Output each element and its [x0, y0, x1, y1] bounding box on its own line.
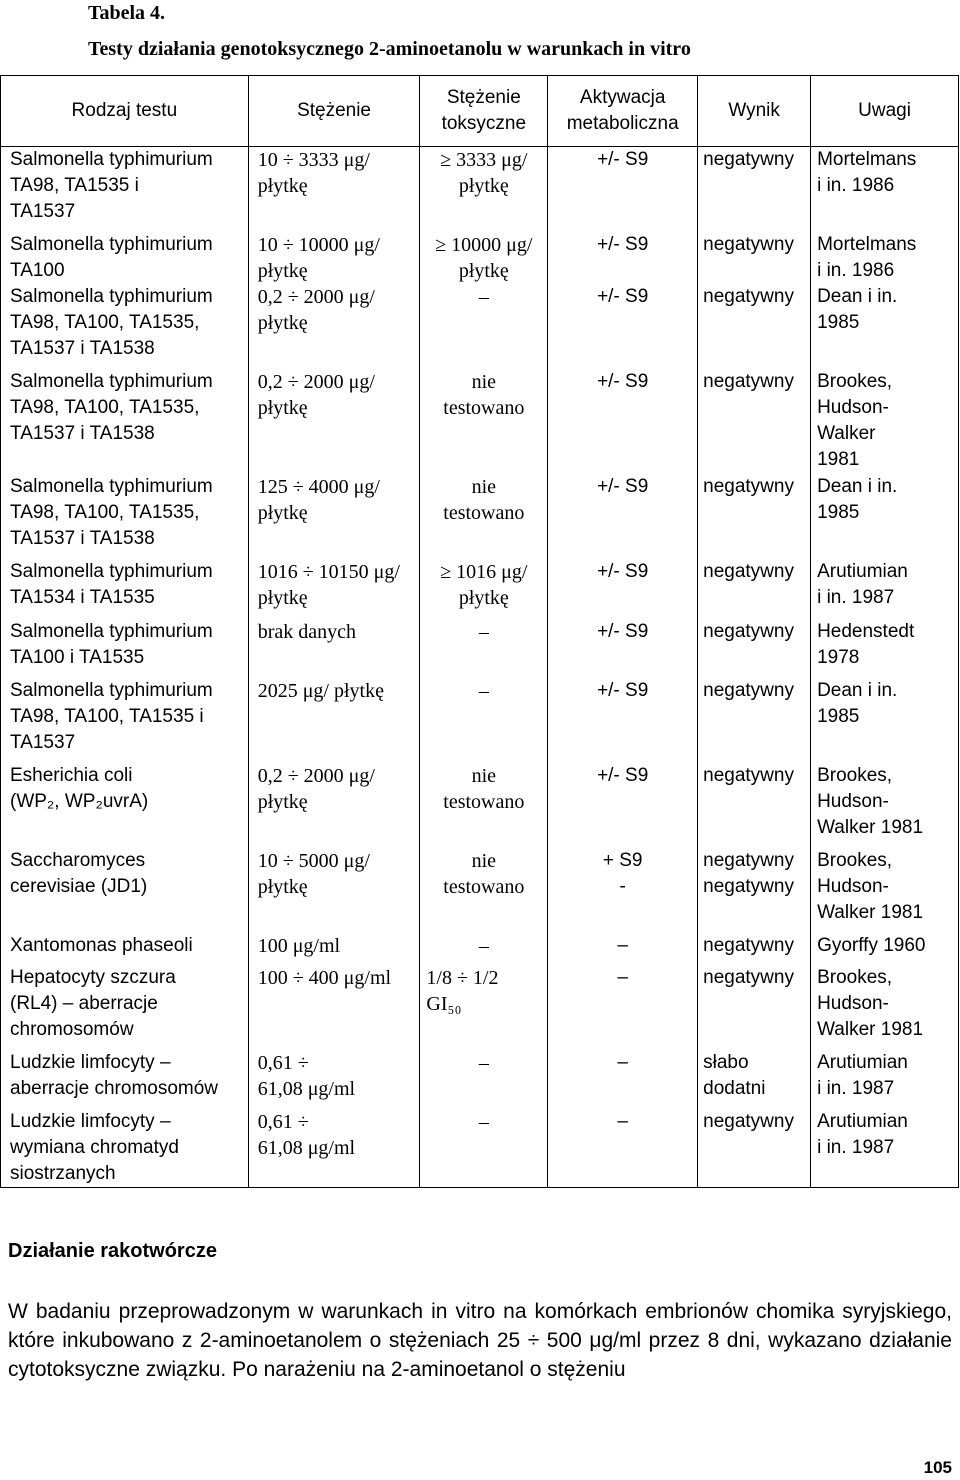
cell-test-type: Ludzkie limfocyty – wymiana chromatyd siostrzanych — [1, 1109, 249, 1188]
cell-toxic-concentration: – — [420, 1050, 548, 1109]
cell-metabolic-activation: +/- S9 — [548, 474, 698, 559]
genotoxicity-table — [0, 75, 959, 1188]
cell-notes: Dean i in. 1985 — [811, 678, 959, 763]
cell-metabolic-activation: +/- S9 — [548, 763, 698, 848]
cell-test-type: Xantomonas phaseoli — [1, 933, 249, 965]
cell-test-type: Salmonella typhimurium TA98, TA1535 i TA1537 — [1, 147, 249, 232]
cell-metabolic-activation: +/- S9 — [548, 678, 698, 763]
cell-result: negatywny — [698, 232, 811, 284]
cell-toxic-concentration: ≥ 3333 μg/ płytkę — [420, 147, 548, 232]
header-notes: Uwagi — [811, 76, 959, 147]
header-concentration: Stężenie — [248, 76, 420, 147]
cell-metabolic-activation: +/- S9 — [548, 369, 698, 474]
cell-metabolic-activation: – — [548, 1109, 698, 1188]
cell-toxic-concentration: ≥ 1016 μg/ płytkę — [420, 559, 548, 619]
cell-test-type: Esherichia coli (WP₂, WP₂uvrA) — [1, 763, 249, 848]
cell-concentration: 0,2 ÷ 2000 μg/ płytkę — [248, 284, 420, 369]
section-title: Działanie rakotwórcze — [8, 1240, 217, 1262]
cell-concentration: 100 ÷ 400 μg/ml — [248, 965, 420, 1050]
cell-result: negatywny — [698, 559, 811, 619]
table-row — [1, 284, 959, 369]
cell-notes: Arutiumian i in. 1987 — [811, 559, 959, 619]
cell-result: negatywny — [698, 1109, 811, 1188]
table-row — [1, 369, 959, 474]
cell-concentration: 0,61 ÷ 61,08 μg/ml — [248, 1050, 420, 1109]
cell-test-type: Saccharomyces cerevisiae (JD1) — [1, 848, 249, 933]
cell-notes: Arutiumian i in. 1987 — [811, 1050, 959, 1109]
cell-concentration: 10 ÷ 3333 μg/ płytkę — [248, 147, 420, 232]
cell-result: negatywny negatywny — [698, 848, 811, 933]
cell-metabolic-activation: +/- S9 — [548, 147, 698, 232]
cell-toxic-concentration: ≥ 10000 μg/ płytkę — [420, 232, 548, 284]
cell-concentration: 0,2 ÷ 2000 μg/ płytkę — [248, 763, 420, 848]
cell-result: negatywny — [698, 933, 811, 965]
cell-notes: Dean i in. 1985 — [811, 284, 959, 369]
cell-concentration: 2025 μg/ płytkę — [248, 678, 420, 763]
table-number: Tabela 4. — [88, 2, 166, 24]
cell-test-type: Salmonella typhimurium TA100 — [1, 232, 249, 284]
table-title: Testy działania genotoksycznego 2-aminoetanolu w warunkach in vitro — [88, 38, 691, 60]
table-row — [1, 678, 959, 763]
cell-concentration: 125 ÷ 4000 μg/ płytkę — [248, 474, 420, 559]
cell-notes: Brookes, Hudson- Walker 1981 — [811, 763, 959, 848]
cell-test-type: Hepatocyty szczura (RL4) – aberracje chromosomów — [1, 965, 249, 1050]
cell-toxic-concentration: nie testowano — [420, 763, 548, 848]
cell-test-type: Salmonella typhimurium TA98, TA100, TA1535 i TA1537 — [1, 678, 249, 763]
table-row — [1, 147, 959, 232]
header-result: Wynik — [698, 76, 811, 147]
cell-notes: Brookes, Hudson- Walker 1981 — [811, 965, 959, 1050]
cell-notes: Dean i in. 1985 — [811, 474, 959, 559]
cell-notes: Mortelmans i in. 1986 — [811, 147, 959, 232]
cell-toxic-concentration: – — [420, 1109, 548, 1188]
cell-result: negatywny — [698, 369, 811, 474]
cell-notes: Gyorffy 1960 — [811, 933, 959, 965]
cell-concentration: brak danych — [248, 619, 420, 678]
cell-toxic-concentration: – — [420, 678, 548, 763]
table-row — [1, 965, 959, 1050]
cell-metabolic-activation: +/- S9 — [548, 619, 698, 678]
cell-notes: Brookes, Hudson- Walker 1981 — [811, 369, 959, 474]
table-row — [1, 763, 959, 848]
body-paragraph: W badaniu przeprowadzonym w warunkach in vitro na komórkach embrionów chomika syryjskiego, które inkubowano z 2-aminoetanolem o stężeniach 25 ÷ 500 μg/ml przez 8 dni, wykazano działanie cytotoksyczne związku. Po narażeniu na 2-aminoetanol o stężeniu — [8, 1300, 952, 1381]
cell-toxic-concentration: nie testowano — [420, 848, 548, 933]
table-row — [1, 1109, 959, 1188]
cell-result: negatywny — [698, 763, 811, 848]
cell-concentration: 10 ÷ 5000 μg/ płytkę — [248, 848, 420, 933]
table-header-row — [1, 76, 959, 147]
cell-concentration: 100 μg/ml — [248, 933, 420, 965]
cell-toxic-concentration: – — [420, 619, 548, 678]
cell-metabolic-activation: – — [548, 965, 698, 1050]
cell-test-type: Salmonella typhimurium TA100 i TA1535 — [1, 619, 249, 678]
cell-result: negatywny — [698, 965, 811, 1050]
cell-result: słabo dodatni — [698, 1050, 811, 1109]
cell-metabolic-activation: – — [548, 1050, 698, 1109]
cell-concentration: 1016 ÷ 10150 μg/ płytkę — [248, 559, 420, 619]
cell-toxic-concentration: – — [420, 284, 548, 369]
cell-metabolic-activation: – — [548, 933, 698, 965]
header-toxic-concentration: Stężenie toksyczne — [420, 76, 548, 147]
cell-result: negatywny — [698, 474, 811, 559]
header-metabolic-activation: Aktywacja metaboliczna — [548, 76, 698, 147]
cell-notes: Brookes, Hudson- Walker 1981 — [811, 848, 959, 933]
cell-result: negatywny — [698, 619, 811, 678]
cell-concentration: 0,61 ÷ 61,08 μg/ml — [248, 1109, 420, 1188]
cell-result: negatywny — [698, 678, 811, 763]
cell-metabolic-activation: + S9 - — [548, 848, 698, 933]
cell-notes: Arutiumian i in. 1987 — [811, 1109, 959, 1188]
cell-test-type: Salmonella typhimurium TA98, TA100, TA1535, TA1537 i TA1538 — [1, 474, 249, 559]
cell-notes: Mortelmans i in. 1986 — [811, 232, 959, 284]
cell-concentration: 0,2 ÷ 2000 μg/ płytkę — [248, 369, 420, 474]
cell-notes: Hedenstedt 1978 — [811, 619, 959, 678]
page-number: 105 — [923, 1458, 952, 1477]
cell-test-type: Salmonella typhimurium TA98, TA100, TA1535, TA1537 i TA1538 — [1, 369, 249, 474]
cell-concentration: 10 ÷ 10000 μg/ płytkę — [248, 232, 420, 284]
table-row — [1, 848, 959, 933]
table-row — [1, 559, 959, 619]
cell-test-type: Salmonella typhimurium TA1534 i TA1535 — [1, 559, 249, 619]
cell-metabolic-activation: +/- S9 — [548, 232, 698, 284]
table-row — [1, 933, 959, 965]
cell-result: negatywny — [698, 284, 811, 369]
cell-toxic-concentration: nie testowano — [420, 474, 548, 559]
table-row — [1, 232, 959, 284]
cell-metabolic-activation: +/- S9 — [548, 284, 698, 369]
cell-toxic-concentration: – — [420, 933, 548, 965]
cell-toxic-concentration: 1/8 ÷ 1/2 GI₅₀ — [420, 965, 548, 1050]
cell-test-type: Ludzkie limfocyty – aberracje chromosomów — [1, 1050, 249, 1109]
table-row — [1, 1050, 959, 1109]
table-row — [1, 474, 959, 559]
table-row — [1, 619, 959, 678]
header-test-type: Rodzaj testu — [1, 76, 249, 147]
cell-metabolic-activation: +/- S9 — [548, 559, 698, 619]
cell-result: negatywny — [698, 147, 811, 232]
cell-toxic-concentration: nie testowano — [420, 369, 548, 474]
cell-test-type: Salmonella typhimurium TA98, TA100, TA1535, TA1537 i TA1538 — [1, 284, 249, 369]
